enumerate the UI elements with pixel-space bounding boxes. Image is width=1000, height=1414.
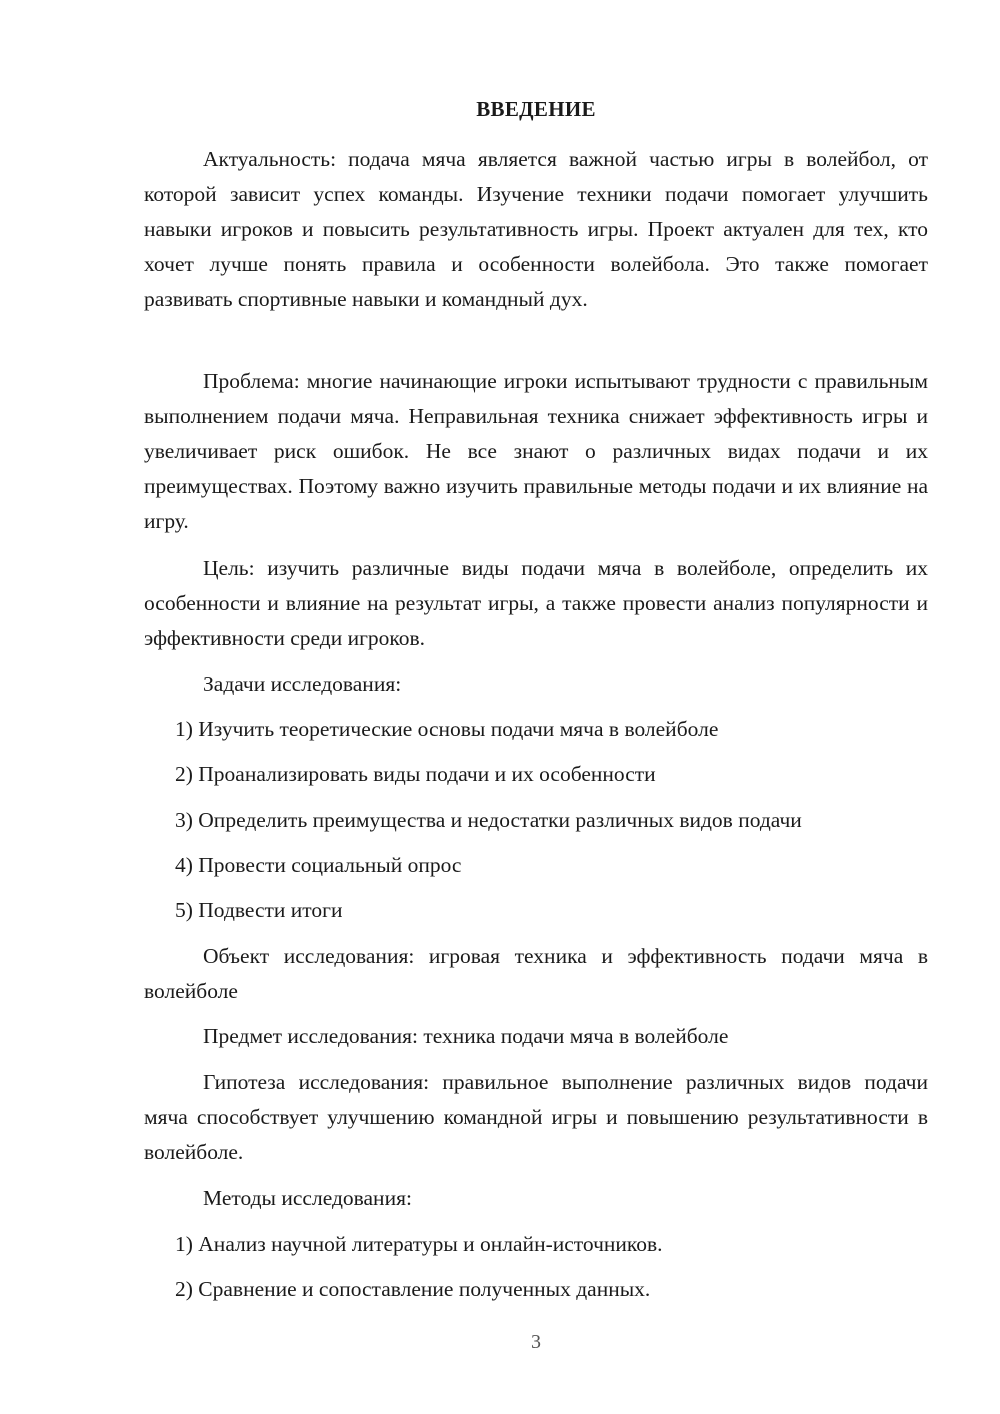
- tasks-heading: Задачи исследования:: [203, 672, 402, 696]
- goal-paragraph: Цель: изучить различные виды подачи мяча в волейболе, определить их особенности и влияние на результат игры, а также провести анализ популярности и эффективности среди игроков.: [144, 556, 928, 650]
- page-title: ВВЕДЕНИЕ: [476, 97, 596, 121]
- hypothesis-paragraph: Гипотеза исследования: правильное выполнение различных видов подачи мяча способствует улучшению командной игры и повышению результативности в волейболе.: [144, 1070, 928, 1164]
- subject-line: Предмет исследования: техника подачи мяча в волейболе: [203, 1024, 729, 1048]
- relevance-paragraph: Актуальность: подача мяча является важной частью игры в волейбол, от которой зависит успех команды. Изучение техники подачи помогает улучшить навыки игроков и повысить результативность игры. Проект актуален для тех, кто хочет лучше понять правила и особенности волейбола. Это также помогает развивать спортивные навыки и командный дух.: [144, 147, 928, 311]
- problem-paragraph: Проблема: многие начинающие игроки испытывают трудности с правильным выполнением подачи мяча. Неправильная техника снижает эффективность игры и увеличивает риск ошибок. Не все знают о различных видах подачи и их преимуществах. Поэтому важно изучить правильные методы подачи и их влияние на игру.: [144, 369, 928, 533]
- task-item: 1) Изучить теоретические основы подачи мяча в волейболе: [175, 717, 719, 741]
- method-item: 1) Анализ научной литературы и онлайн-источников.: [175, 1232, 663, 1256]
- method-item: 2) Сравнение и сопоставление полученных данных.: [175, 1277, 651, 1301]
- task-item: 4) Провести социальный опрос: [175, 853, 462, 877]
- object-paragraph: Объект исследования: игровая техника и эффективность подачи мяча в волейболе: [144, 944, 928, 1003]
- task-item: 5) Подвести итоги: [175, 898, 343, 922]
- task-item: 3) Определить преимущества и недостатки различных видов подачи: [175, 808, 802, 832]
- methods-heading: Методы исследования:: [203, 1186, 412, 1210]
- task-item: 2) Проанализировать виды подачи и их особенности: [175, 762, 656, 786]
- page-number: 3: [531, 1331, 541, 1353]
